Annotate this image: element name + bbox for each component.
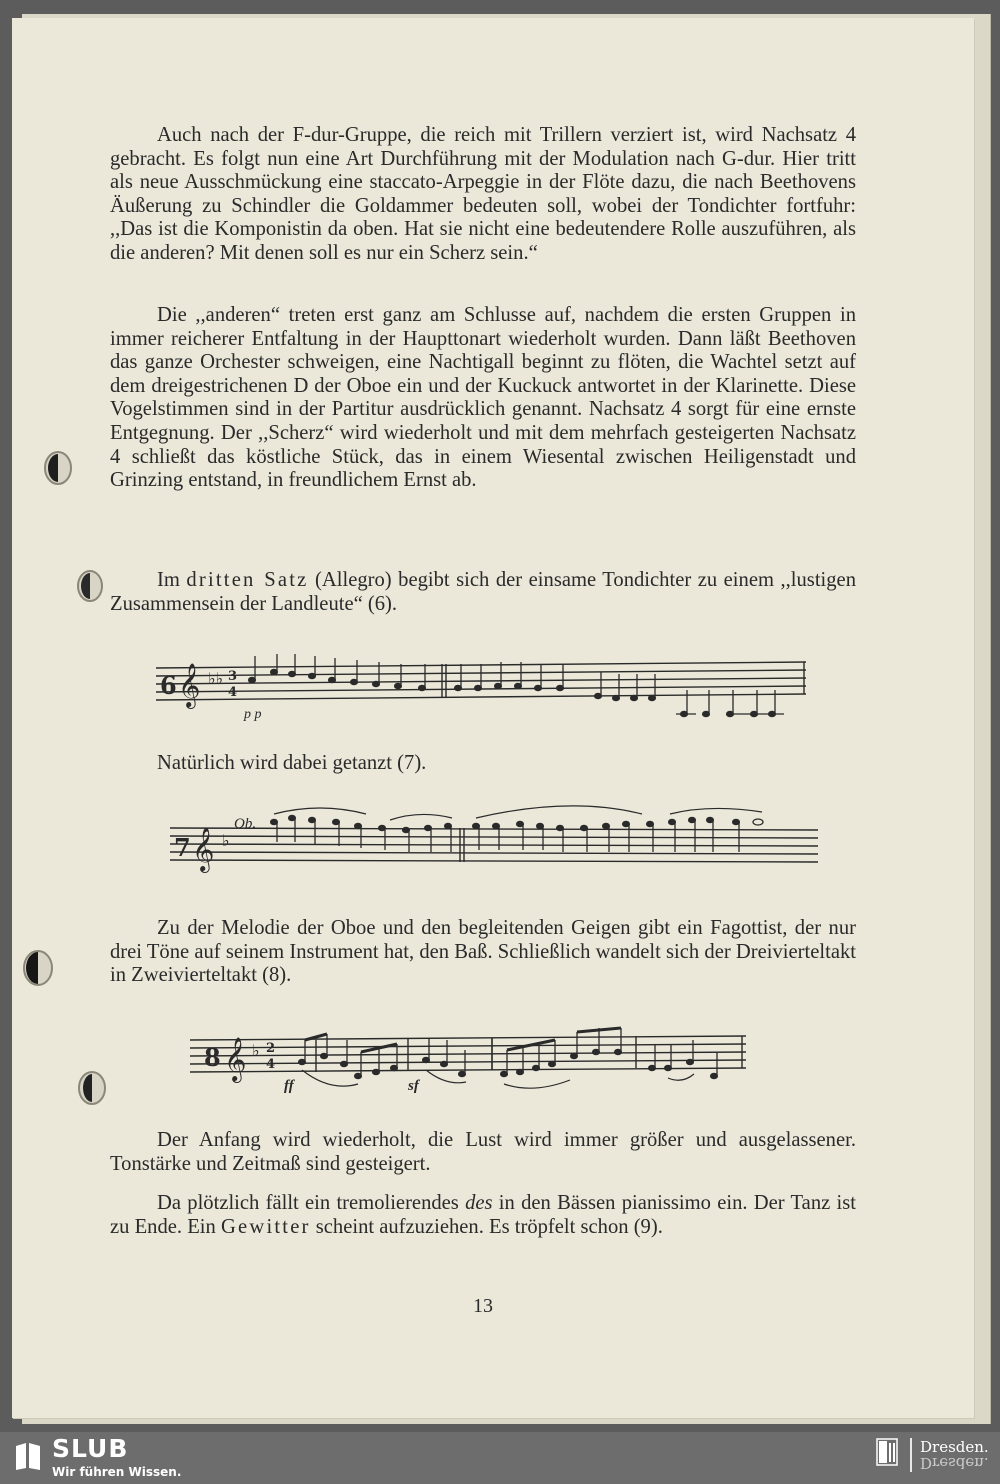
paragraph-2: Die ,,anderen“ treten erst ganz am Schlusse auf, nachdem die ersten Gruppen in immer reicherer Entfaltung in der Haupttonart wiederholt wurden. Dann läßt Beethoven das ganze Orchester schweigen, eine Nachtigall beginnt zu flöten, die Wachtel setzt auf dem dreigestrichenen D der Oboe ein und der Kuckuck antwortet in der Klarinette. Diese Vogelstimmen sind in der Partitur ausdrücklich genannt. Nachsatz 4 sorgt für eine ernste Entgegnung. Der ,,Scherz“ wird wiederholt und mit dem mehrfach gesteigerten Nachsatz 4 schließt das köstliche Stück, das in einem Wiesental zwischen Heiligenstadt und Grinzing entstand, in freundlichem Ernst ab.	[110, 304, 856, 492]
time-sig-top-6: 3	[228, 669, 238, 684]
binding-hole-2	[74, 566, 108, 606]
music-example-7	[170, 800, 820, 880]
paragraph-5: Zu der Melodie der Oboe und den begleitenden Geigen gibt ein Fagottist, der nur drei Töne auf seinem Instrument hat, den Baß. Schließlich wandelt sich der Dreivierteltakt in Zweivierteltakt (8).	[110, 917, 856, 987]
paragraph-3	[110, 569, 856, 616]
music-example-8	[190, 1022, 750, 1102]
dynamic-6: p p	[244, 707, 262, 722]
paragraph-7-start: Da plötzlich fällt ein tremolierendes	[157, 1192, 466, 1214]
binding-hole-1	[42, 448, 76, 488]
paragraph-7	[110, 1192, 856, 1239]
example-number-8: 8	[204, 1043, 221, 1072]
instrument-label-7: Ob.	[234, 816, 257, 832]
example-number-7: 7	[174, 833, 191, 862]
paragraph-7-middle: in den Bässen pianissimo ein. Der Tanz ist zu Ende. Ein	[110, 1192, 856, 1238]
dresden-crest-icon[interactable]	[876, 1438, 898, 1468]
paragraph-7-spaced: Gewitter	[220, 1215, 311, 1238]
flat-icon: ♭	[252, 1041, 260, 1060]
time-sig-bottom-8: 4	[266, 1057, 276, 1072]
treble-clef-icon: 𝄞	[192, 827, 215, 871]
staff-lines-7	[170, 828, 818, 862]
slub-tagline: Wir führen Wissen.	[52, 1465, 182, 1479]
paragraph-7-italic: des	[465, 1192, 493, 1214]
slub-brand[interactable]: SLUB	[52, 1434, 129, 1463]
binding-hole-3	[16, 946, 56, 990]
treble-clef-icon: 𝄞	[224, 1037, 247, 1081]
slub-book-icon[interactable]	[12, 1440, 44, 1472]
paragraph-1: Auch nach der F-dur-Gruppe, die reich mit Trillern verziert ist, wird Nachsatz 4 gebracht. Es folgt nun eine Art Durchführung mit der Modulation nach G-dur. Hier tritt als neue Ausschmückung eine staccato-Arpeggie in der Flöte dazu, die nach Beethovens Äußerung zu Schindler die Goldammer bedeuten soll, wobei der Tondichter fortfuhr: ,,Das ist die Komponistin da oben. Hat sie nicht eine bedeutendere Rolle auszuführen, als die anderen? Mit denen soll es nur ein Scherz sein.“	[110, 124, 856, 264]
paragraph-6: Der Anfang wird wiederholt, die Lust wird immer größer und ausgelassener. Tonstärke und Zeitmaß sind gesteigert.	[110, 1129, 856, 1175]
example-number-6: 6	[160, 671, 177, 700]
paragraph-3-spaced: dritten Satz	[186, 569, 309, 591]
binding-hole-4	[76, 1068, 110, 1108]
flat-icon: ♭♭	[208, 669, 224, 688]
time-sig-bottom-6: 4	[228, 685, 238, 700]
paragraph-7-end: scheint aufzuziehen. Es tröpfelt schon (9).	[310, 1215, 663, 1238]
treble-clef-icon: 𝄞	[178, 663, 201, 707]
dynamic-ff: ff	[284, 1078, 294, 1094]
music-example-6	[156, 650, 808, 730]
dresden-name-mirror: Dresden.	[920, 1454, 989, 1472]
dresden-name[interactable]: Dresden.	[920, 1438, 989, 1456]
paragraph-3-start: Im	[157, 569, 187, 591]
flat-icon: ♭	[222, 831, 230, 850]
dynamic-sf: sf	[408, 1078, 419, 1094]
footer-bar	[0, 1432, 1000, 1484]
paragraph-3-end: (Allegro) begibt sich der einsame Tondichter zu einem ,,lustigen Zusammensein der Landleute“ (6).	[110, 569, 856, 615]
footer-separator	[910, 1438, 912, 1472]
page-number: 13	[473, 1295, 493, 1317]
time-sig-top-8: 2	[266, 1041, 276, 1056]
notes-7	[271, 815, 763, 852]
paragraph-4: Natürlich wird dabei getanzt (7).	[157, 752, 427, 774]
